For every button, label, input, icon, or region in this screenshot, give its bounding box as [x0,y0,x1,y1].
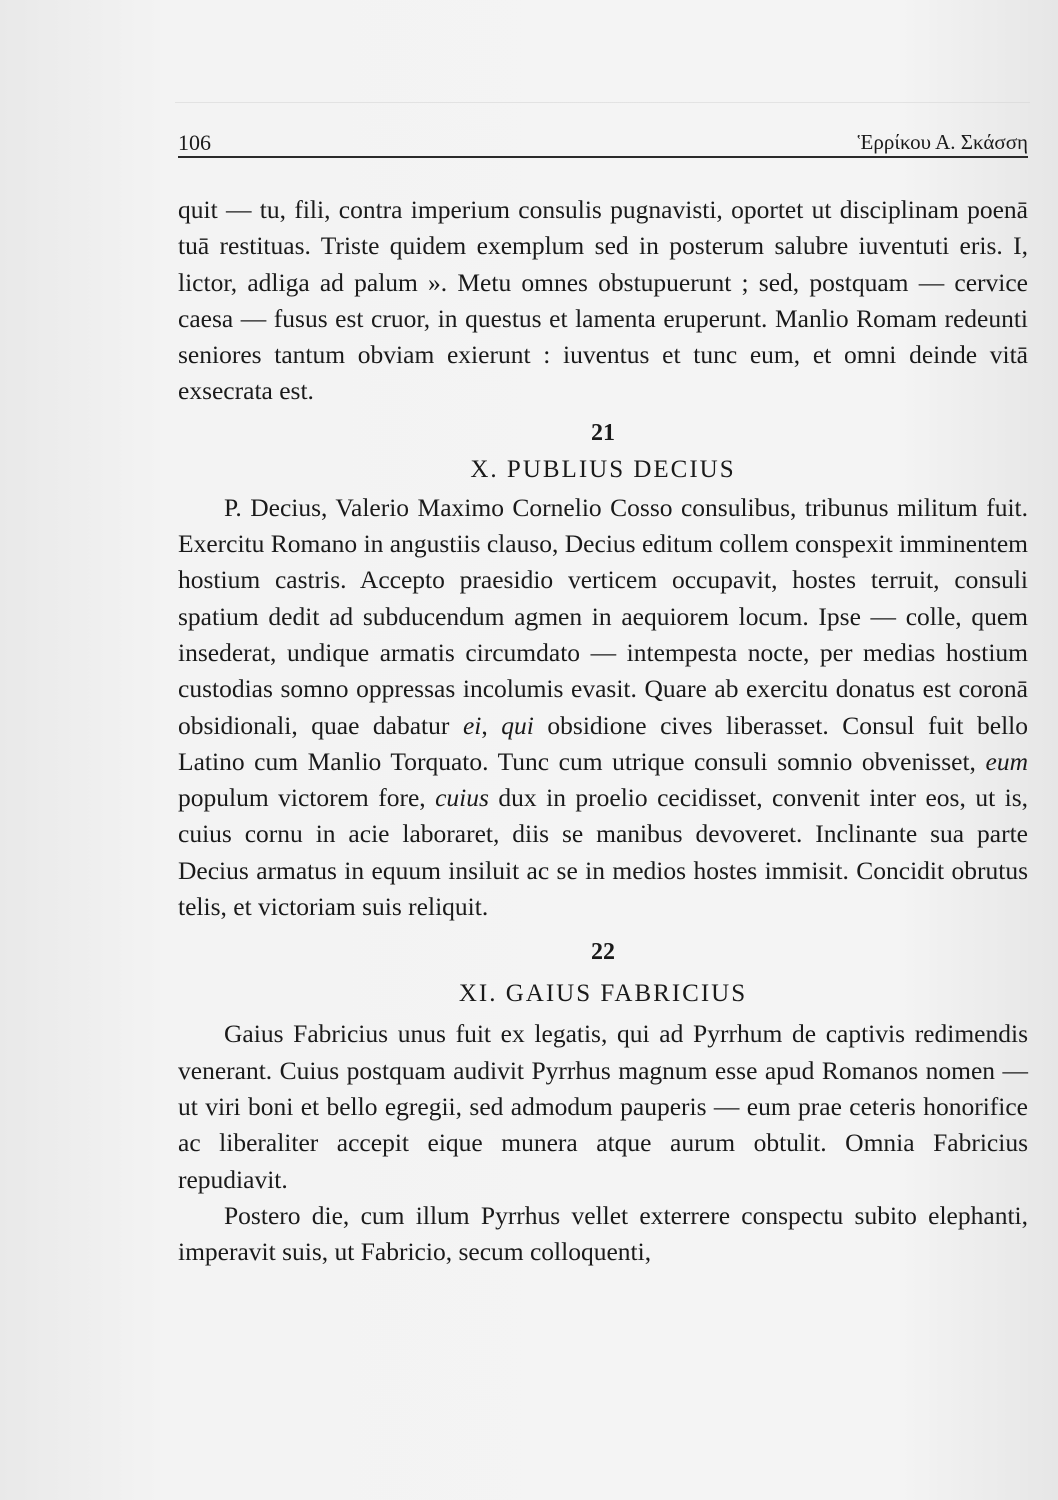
italic-term: cuius [435,783,489,813]
paragraph-fabricius-continued: Postero die, cum illum Pyrrhus vellet exterrere conspectu subito elephanti, imperavit suis, ut Fabricio, secum colloquenti, [178,1200,1028,1267]
section-title: XI. GAIUS FABRICIUS [458,980,748,1008]
paragraph-continued: quit — tu, fili, contra imperium consulis pugnavisti, oportet ut disciplinam poenā tuā restituas. Triste quidem exemplum sed in posterum salubre iuventuti eris. I, lictor, adliga ad palum ». Metu omnes obstupuerunt ; sed, postquam — cervice caesa — fusus est cruor, in questus et lamenta eruperunt. Manlio Romam redeunti seniores tantum obviam exierunt : iuventus et tunc eum, et omni deinde vitā exsecrata est. [178,195,1028,406]
paragraph-fabricius: Gaius Fabricius unus fuit ex legatis, qui ad Pyrrhum de captivis redimendis venerant. Cuius postquam audivit Pyrrhus magnum esse apud Romanos nomen — ut viri boni et bello egregii, sed admodum pauperis — eum prae ceteris honorifice ac liberaliter accepit eique munera atque aurum obtulit. Omnia Fabricius repudiavit. [178,1019,1028,1194]
bleed-through-rule [175,62,1030,103]
text-segment: populum victorem fore, [178,783,436,813]
body-text [178,192,1028,1270]
paragraph-decius [178,490,1028,926]
italic-term: ei [462,710,482,740]
section-number: 21 [591,419,615,446]
text-segment: obsidione cives liberasset. Consul fuit bello Latino cum Manlio Torquato. Tunc cum utrique consuli somnio obvenisset, [178,710,1028,776]
section-title: X. PUBLIUS DECIUS [470,455,736,483]
italic-term: qui [501,710,534,740]
running-head: Ἑρρίκου Α. Σκάσση [857,130,1028,154]
section-number: 22 [591,939,615,966]
page-number: 106 [178,130,211,155]
page-header [178,128,1028,158]
text-segment: P. Decius, Valerio Maximo Cornelio Cosso consulibus, tribunus militum fuit. Exercitu Romano in angustiis clauso, Decius editum collem conspexit imminentem hostium castris. Accepto praesidio verticem occupavit, hostes terruit, consuli spatium dedit ad subducendum agmen in aequiorem locum. Ipse — colle, quem insederat, undique armatis circumdato — intempesta nocte, per medias hostium custodias somno oppressas incolumis evasit. Quare ab exercitu donatus est coronā obsidionali, quae dabatur [178,492,1028,740]
text-segment: dux in proelio cecidisset, convenit inter eos, ut is, cuius cornu in acie laboraret, diis se manibus devoveret. Inclinante sua parte Decius armatus in equum insiluit ac se in medios hostes immisit. Concidit obrutus telis, et victoriam suis reliquit. [178,783,1028,922]
text-segment: , [481,710,502,740]
italic-term: eum [985,746,1028,776]
